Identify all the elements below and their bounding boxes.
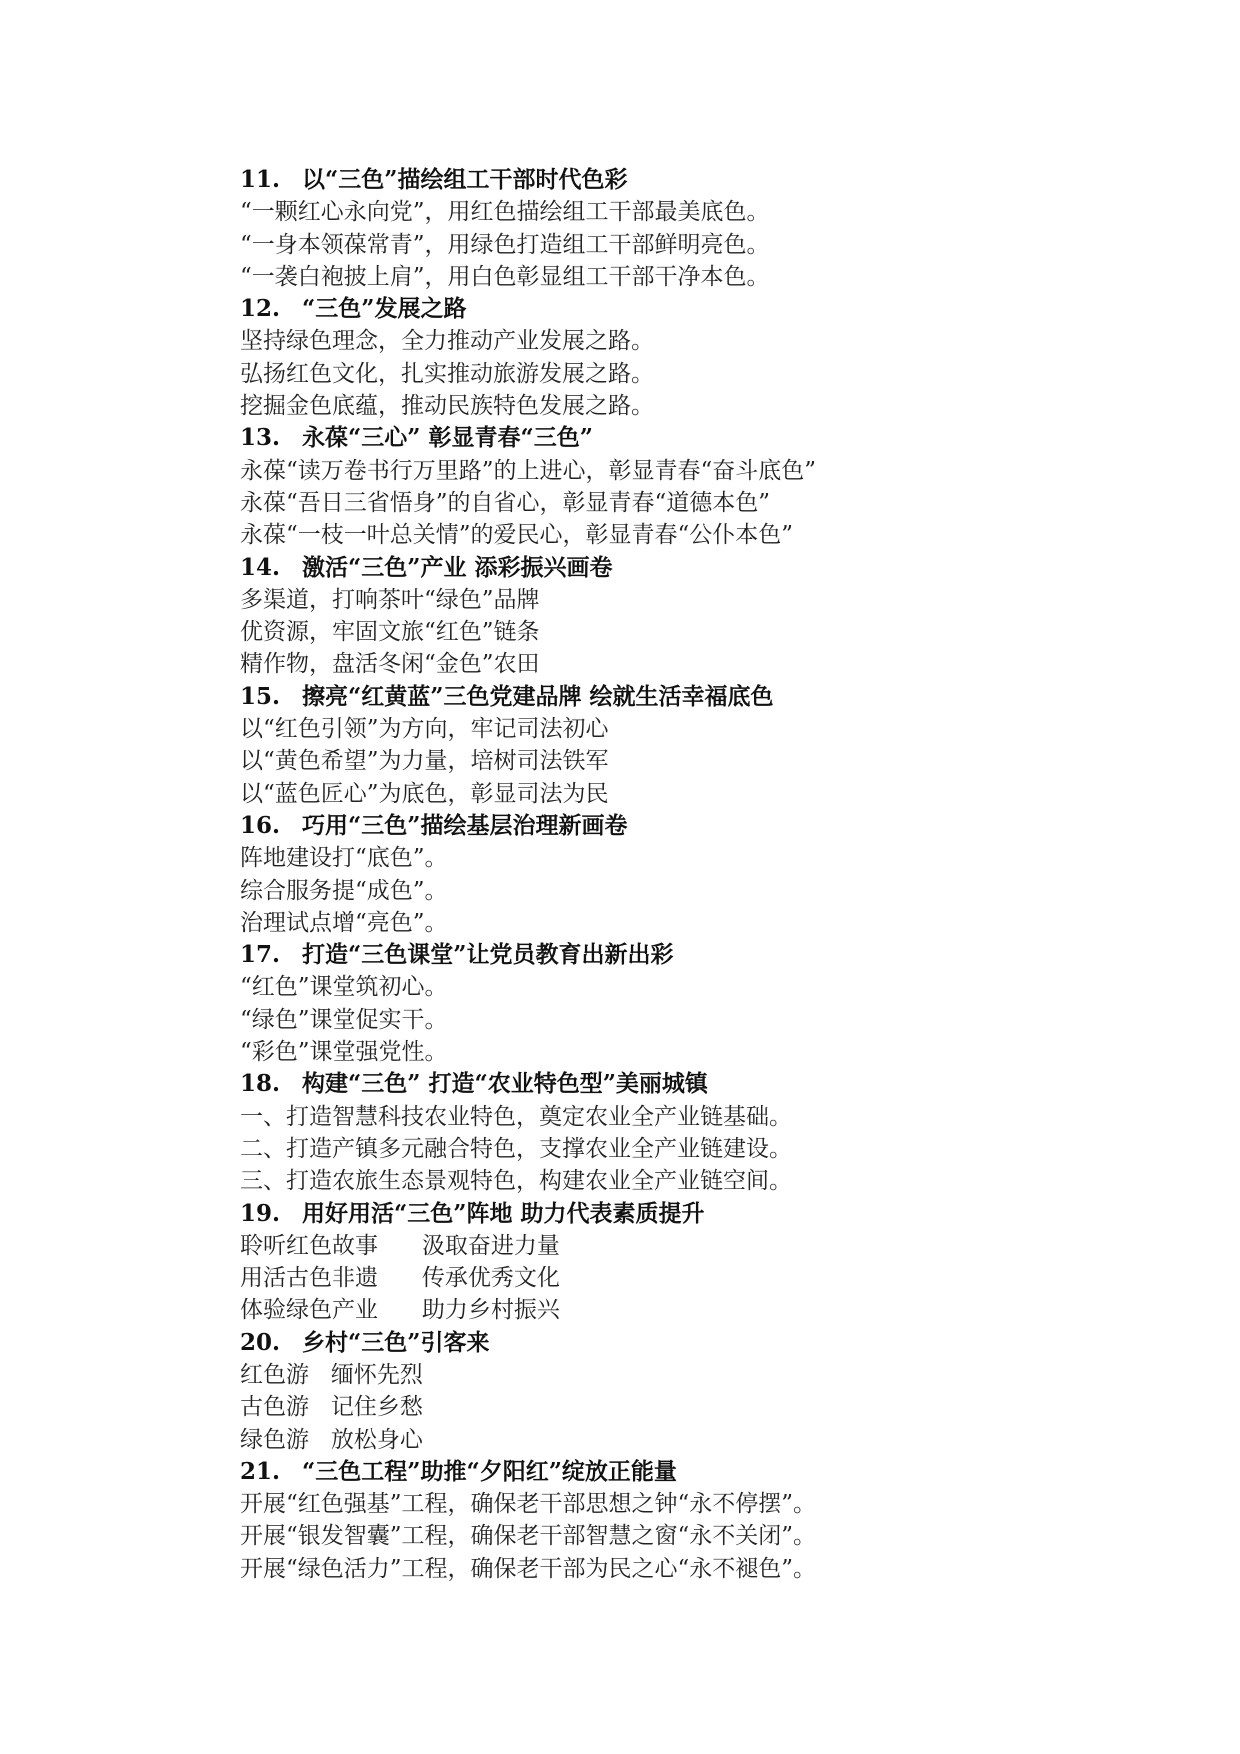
section-title: 用好用活“三色”阵地 助力代表素质提升	[302, 1199, 705, 1227]
body-line: 精作物，盘活冬闲“金色”农田	[240, 651, 540, 678]
section-number: 11.	[240, 166, 281, 193]
section-number: 13.	[240, 424, 281, 452]
body-line: 以“黄色希望”为力量，培树司法铁军	[240, 748, 609, 775]
body-line: 治理试点增“亮色”。	[240, 909, 448, 936]
section-number: 14.	[240, 553, 281, 581]
section-title: 巧用“三色”描绘基层治理新画卷	[302, 811, 628, 839]
body-line: 弘扬红色文化，扎实推动旅游发展之路。	[240, 360, 654, 387]
body-line: 永葆“吾日三省悟身”的自省心，彰显青春“道德本色”	[240, 489, 771, 516]
section-heading	[240, 681, 1200, 713]
body-line: “红色”课堂筑初心。	[240, 974, 448, 1001]
section-title: 乡村“三色”引客来	[302, 1328, 490, 1356]
body-line: 体验绿色产业 助力乡村振兴	[240, 1297, 560, 1324]
section-heading	[240, 939, 1200, 971]
body-line: 多渠道，打响茶叶“绿色”品牌	[240, 586, 540, 613]
section-heading	[240, 164, 1200, 196]
section-number: 18.	[240, 1070, 281, 1098]
section-heading	[240, 552, 1200, 584]
section-title: 激活“三色”产业 添彩振兴画卷	[302, 553, 613, 581]
section-title: 擦亮“红黄蓝”三色党建品牌 绘就生活幸福底色	[302, 682, 774, 710]
section-heading	[240, 810, 1200, 842]
section-heading	[240, 1456, 1200, 1488]
section-heading	[240, 1198, 1200, 1230]
body-line: “一身本领葆常青”，用绿色打造组工干部鲜明亮色。	[240, 231, 770, 258]
body-line: 阵地建设打“底色”。	[240, 845, 448, 872]
body-line: 红色游 缅怀先烈	[240, 1361, 423, 1388]
body-line: 综合服务提“成色”。	[240, 877, 448, 904]
body-line: 聆听红色故事 汲取奋进力量	[240, 1232, 560, 1259]
body-line: 古色游 记住乡愁	[240, 1394, 423, 1421]
section-title: 以“三色”描绘组工干部时代色彩	[302, 166, 628, 193]
body-line: 绿色游 放松身心	[240, 1426, 423, 1453]
body-line: 一、打造智慧科技农业特色，奠定农业全产业链基础。	[240, 1103, 792, 1130]
section-title: “三色”发展之路	[302, 295, 467, 323]
body-line: “一颗红心永向党”，用红色描绘组工干部最美底色。	[240, 199, 770, 226]
section-number: 12.	[240, 295, 281, 323]
section-number: 16.	[240, 811, 281, 839]
section-number: 15.	[240, 682, 281, 710]
section-number: 17.	[240, 941, 281, 969]
body-line: 用活古色非遗 传承优秀文化	[240, 1265, 560, 1292]
body-line: 以“红色引领”为方向，牢记司法初心	[240, 716, 609, 743]
section-heading	[240, 422, 1200, 454]
section-number: 19.	[240, 1199, 281, 1227]
section-title: 构建“三色” 打造“农业特色型”美丽城镇	[302, 1070, 708, 1098]
section-title: 打造“三色课堂”让党员教育出新出彩	[302, 941, 674, 969]
section-title: “三色工程”助推“夕阳红”绽放正能量	[302, 1457, 677, 1485]
body-line: 永葆“读万卷书行万里路”的上进心，彰显青春“奋斗底色”	[240, 457, 817, 484]
section-number: 20.	[240, 1328, 281, 1356]
body-line: 优资源，牢固文旅“红色”链条	[240, 619, 540, 646]
section-heading	[240, 1327, 1200, 1359]
body-line: 开展“绿色活力”工程，确保老干部为民之心“永不褪色”。	[240, 1555, 817, 1582]
body-line: “彩色”课堂强党性。	[240, 1039, 448, 1066]
body-line: 开展“银发智囊”工程，确保老干部智慧之窗“永不关闭”。	[240, 1523, 817, 1550]
body-line: “一袭白袍披上肩”，用白色彰显组工干部干净本色。	[240, 263, 770, 290]
body-line: 永葆“一枝一叶总关情”的爱民心，彰显青春“公仆本色”	[240, 522, 794, 549]
body-line: 以“蓝色匠心”为底色，彰显司法为民	[240, 780, 609, 807]
body-line: 坚持绿色理念，全力推动产业发展之路。	[240, 328, 654, 355]
document-page	[240, 164, 1200, 1585]
section-title: 永葆“三心” 彰显青春“三色”	[302, 424, 593, 452]
section-heading	[240, 1068, 1200, 1100]
body-line: 挖掘金色底蕴，推动民族特色发展之路。	[240, 393, 654, 420]
body-line: 三、打造农旅生态景观特色，构建农业全产业链空间。	[240, 1168, 792, 1195]
section-number: 21.	[240, 1457, 281, 1485]
section-heading	[240, 293, 1200, 325]
body-line: 开展“红色强基”工程，确保老干部思想之钟“永不停摆”。	[240, 1491, 817, 1518]
body-line: 二、打造产镇多元融合特色，支撑农业全产业链建设。	[240, 1135, 792, 1162]
body-line: “绿色”课堂促实干。	[240, 1006, 448, 1033]
